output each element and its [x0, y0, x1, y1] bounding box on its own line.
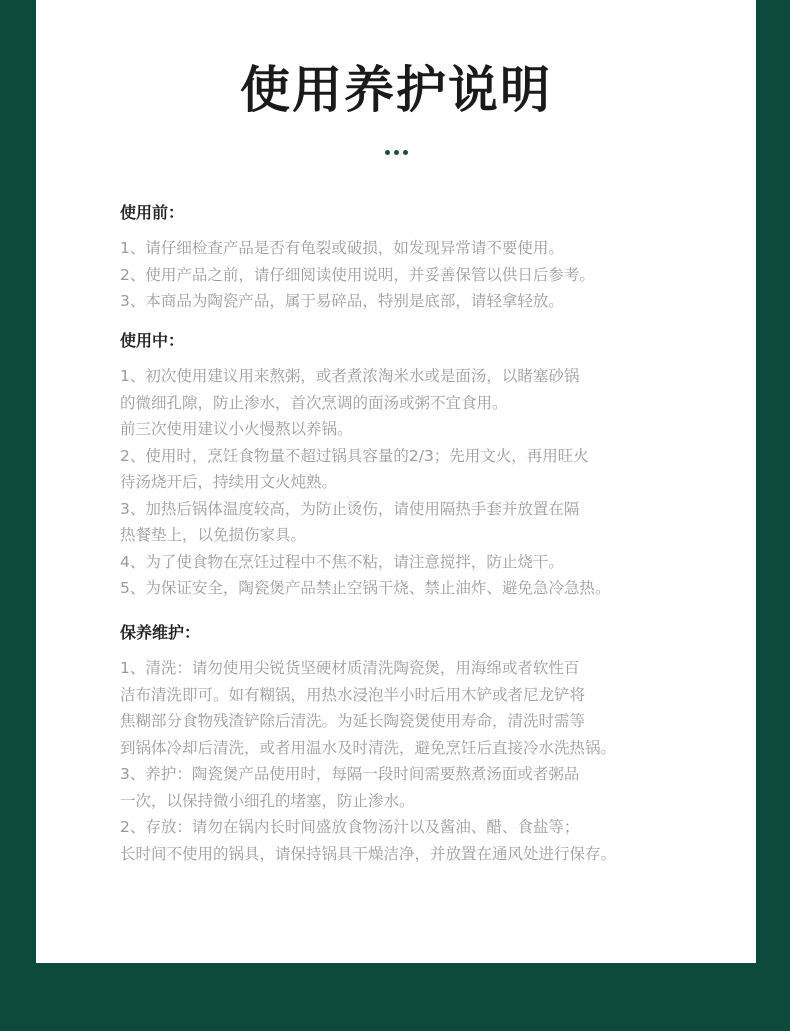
section-line: 一次，以保持微小细孔的堵塞，防止渗水。 — [120, 791, 415, 810]
section-line: 焦糊部分食物残渣铲除后清洗。为延长陶瓷煲使用寿命，清洗时需等 — [120, 712, 586, 730]
section-during-use — [120, 328, 740, 602]
section-line: 前三次使用建议小火慢熬以养锅。 — [120, 420, 353, 438]
section-line: 的微细孔隙，防止渗水，首次烹调的面汤或粥不宜食用。 — [120, 393, 508, 412]
section-heading: 保养维护： — [120, 623, 201, 642]
section-line: 待汤烧开后，持续用文火炖熟。 — [120, 473, 338, 491]
section-before-use — [120, 200, 740, 315]
section-heading: 使用中： — [120, 331, 185, 350]
section-line: 2、使用时，烹饪食物量不超过锅具容量的2/3；先用文火，再用旺火 — [120, 446, 589, 465]
divider-dot — [385, 150, 390, 155]
section-line: 2、使用产品之前，请仔细阅读使用说明，并妥善保管以供日后参考。 — [120, 265, 595, 284]
section-line: 4、为了使食物在烹饪过程中不焦不粘，请注意搅拌，防止烧干。 — [120, 552, 564, 571]
section-line: 洁布清洗即可。如有糊锅，用热水浸泡半小时后用木铲或者尼龙铲将 — [120, 685, 586, 704]
section-line: 1、初次使用建议用来熬粥，或者煮浓淘米水或是面汤，以睹塞砂锅 — [120, 367, 580, 385]
section-line: 3、加热后锅体温度较高，为防止烫伤，请使用隔热手套并放置在隔 — [120, 499, 580, 518]
section-line: 1、请仔细检查产品是否有龟裂或破损，如发现异常请不要使用。 — [120, 239, 564, 257]
section-line: 长时间不使用的锅具，请保持锅具干燥洁净，并放置在通风处进行保存。 — [120, 844, 617, 863]
section-line: 3、本商品为陶瓷产品，属于易碎品，特别是底部，请轻拿轻放。 — [120, 292, 564, 310]
page-title: 使用养护说明 — [240, 61, 552, 119]
section-care-maintenance — [120, 620, 740, 867]
section-line: 到锅体冷却后清洗，或者用温水及时清洗，避免烹饪后直接冷水洗热锅。 — [120, 738, 617, 757]
title-divider-dots — [36, 150, 756, 158]
divider-dot — [394, 150, 399, 155]
section-line: 5、为保证安全，陶瓷煲产品禁止空锅干烧、禁止油炸、避免急冷急热。 — [120, 579, 611, 597]
divider-dot — [403, 150, 408, 155]
section-heading: 使用前： — [120, 203, 185, 222]
section-line: 3、养护：陶瓷煲产品使用时，每隔一段时间需要熬煮汤面或者粥品 — [120, 765, 580, 783]
section-line: 1、清洗：请勿使用尖锐货坚硬材质清洗陶瓷煲，用海绵或者软性百 — [120, 659, 580, 677]
section-line: 2、存放：请勿在锅内长时间盛放食物汤汁以及酱油、醋、食盐等； — [120, 818, 580, 836]
content-card — [36, 0, 756, 963]
section-line: 热餐垫上，以免损伤家具。 — [120, 526, 307, 544]
